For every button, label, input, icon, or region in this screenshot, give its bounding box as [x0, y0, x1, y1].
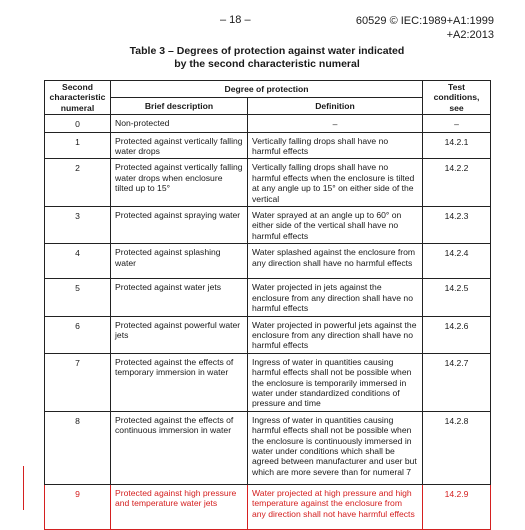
header-numeral-line3: numeral	[60, 102, 95, 113]
row-definition: Water splashed against the enclosure from any direction shall have no harmful effects	[248, 244, 423, 279]
header-numeral-line2: characteristic	[49, 92, 106, 103]
row-definition: Water projected at high pressure and high temperature against the enclosure from any direction shall not have harmful effects	[248, 484, 423, 529]
row-definition: Vertically falling drops shall have no harmful effects when the enclosure is tilted at any angle up to 15° on either side of the vertical	[248, 159, 423, 207]
page-number: – 18 –	[220, 14, 251, 26]
row-test: 14.2.7	[423, 353, 491, 411]
doc-ref-line1: 60529 © IEC:1989+A1:1999	[355, 15, 494, 27]
row-test: 14.2.5	[423, 279, 491, 316]
row-brief: Protected against vertically falling water drops	[111, 132, 248, 159]
header-test-line3: see	[449, 102, 464, 113]
row-definition: Water projected in powerful jets against the enclosure from any direction shall have no harmful effects	[248, 316, 423, 353]
row-numeral: 2	[45, 159, 111, 207]
table-row	[45, 159, 491, 207]
row-brief: Protected against water jets	[111, 279, 248, 316]
header-second-numeral	[45, 81, 111, 115]
caption-line1: Table 3 – Degrees of protection against water indicated	[129, 45, 405, 57]
header-definition: Definition	[248, 97, 423, 115]
row-brief: Protected against splashing water	[111, 244, 248, 279]
doc-ref-line2: +A2:2013	[446, 29, 494, 41]
row-brief: Protected against high pressure and temperature water jets	[111, 484, 248, 529]
row-brief: Protected against spraying water	[111, 207, 248, 244]
row-numeral: 9	[45, 484, 111, 529]
table-row	[45, 115, 491, 132]
water-protection-table	[44, 80, 491, 530]
row-test: 14.2.2	[423, 159, 491, 207]
row-numeral: 8	[45, 411, 111, 484]
header-numeral-line1: Second	[61, 82, 94, 92]
table-row-amended	[45, 484, 491, 529]
row-brief: Non-protected	[111, 115, 248, 132]
row-definition: Vertically falling drops shall have no harmful effects	[248, 132, 423, 159]
row-numeral: 1	[45, 132, 111, 159]
header-test-conditions	[423, 81, 491, 115]
row-numeral: 5	[45, 279, 111, 316]
row-test: 14.2.1	[423, 132, 491, 159]
row-definition: –	[248, 115, 423, 132]
table-caption	[44, 45, 490, 71]
header-degree-of-protection: Degree of protection	[111, 81, 423, 98]
table-row	[45, 411, 491, 484]
header-test-line1: Test	[447, 82, 466, 92]
document-reference	[356, 14, 494, 42]
table-row	[45, 279, 491, 316]
row-numeral: 6	[45, 316, 111, 353]
row-brief: Protected against vertically falling water drops when enclosure tilted up to 15°	[111, 159, 248, 207]
row-test: –	[423, 115, 491, 132]
table-row	[45, 353, 491, 411]
header-brief-description: Brief description	[111, 97, 248, 115]
row-test: 14.2.4	[423, 244, 491, 279]
row-definition: Ingress of water in quantities causing harmful effects shall not be possible when the enclosure is temporarily immersed in water under standardized conditions of pressure and time	[248, 353, 423, 411]
row-test: 14.2.9	[423, 484, 491, 529]
table-row	[45, 132, 491, 159]
row-numeral: 0	[45, 115, 111, 132]
row-test: 14.2.3	[423, 207, 491, 244]
row-test: 14.2.6	[423, 316, 491, 353]
row-brief: Protected against the effects of continuous immersion in water	[111, 411, 248, 484]
row-brief: Protected against the effects of temporary immersion in water	[111, 353, 248, 411]
row-test: 14.2.8	[423, 411, 491, 484]
table-row	[45, 244, 491, 279]
row-brief: Protected against powerful water jets	[111, 316, 248, 353]
row-numeral: 7	[45, 353, 111, 411]
row-numeral: 4	[45, 244, 111, 279]
row-definition: Water projected in jets against the enclosure from any direction shall have no harmful effects	[248, 279, 423, 316]
header-test-line2: conditions,	[433, 92, 480, 103]
caption-line2: by the second characteristic numeral	[174, 58, 360, 70]
row-numeral: 3	[45, 207, 111, 244]
row-definition: Ingress of water in quantities causing harmful effects shall not be possible when the enclosure is continuously immersed in water under conditions which shall be agreed between manufacturer and user but which are more severe than for numeral 7	[248, 411, 423, 484]
table-row	[45, 207, 491, 244]
row-definition: Water sprayed at an angle up to 60° on either side of the vertical shall have no harmful effects	[248, 207, 423, 244]
table-row	[45, 316, 491, 353]
amendment-change-bar	[23, 466, 24, 510]
